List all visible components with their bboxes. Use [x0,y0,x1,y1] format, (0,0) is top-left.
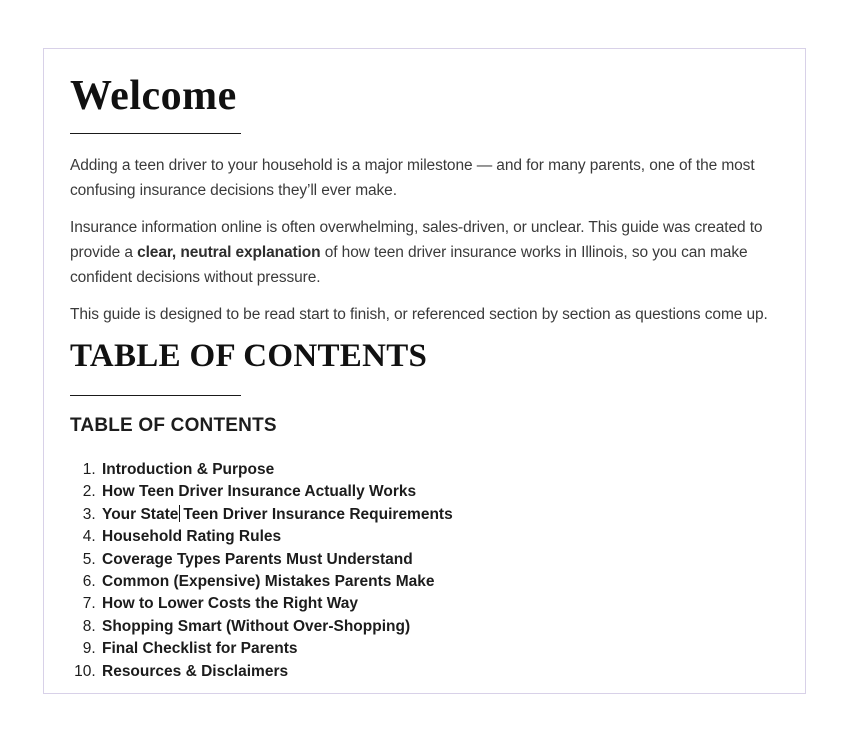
table-of-contents-subheading[interactable]: TABLE OF CONTENTS [70,415,277,436]
toc-item-10[interactable] [100,661,785,683]
toc-item-3[interactable] [100,504,785,526]
toc-item-2[interactable] [100,481,785,503]
intro-paragraph-1[interactable]: Adding a teen driver to your household is a major milestone — and for many parents, one of the most confusing insurance decisions they’ll ever make. [70,157,755,199]
toc-item-label: Coverage Types Parents Must Understand [102,550,413,568]
toc-list [70,459,785,683]
welcome-heading[interactable]: Welcome [70,73,237,119]
toc-item-label: Shopping Smart (Without Over-Shopping) [102,617,411,635]
toc-item-label: Introduction & Purpose [102,461,275,478]
document-editor-canvas[interactable] [43,48,806,694]
text-caret [179,505,180,522]
table-of-contents-heading[interactable]: TABLE OF CONTENTS [70,338,428,374]
toc-item-label: Common (Expensive) Mistakes Parents Make [102,573,435,591]
toc-item-label: How Teen Driver Insurance Actually Works [102,483,417,501]
heading-divider [70,133,241,134]
toc-item-label-before-caret: Your State [102,505,179,523]
toc-item-6[interactable] [100,571,785,593]
toc-item-7[interactable] [100,593,785,615]
intro-paragraph-2[interactable] [70,215,785,290]
paragraph-2-text-before: Insurance information online is often overwhelming, sales-driven, or unclear. This guide was created to provide a [70,219,763,261]
toc-item-5[interactable] [100,549,785,571]
toc-item-9[interactable] [100,638,785,660]
toc-heading-divider [70,395,241,396]
toc-item-1[interactable] [100,459,785,481]
paragraph-2-bold-phrase: clear, neutral explanation [137,244,321,261]
paragraph-2-text-after: of how teen driver insurance works in Illinois, so you can make confident decisions without pressure. [70,244,748,286]
toc-item-4[interactable] [100,526,785,548]
toc-item-label: How to Lower Costs the Right Way [102,595,359,613]
intro-paragraph-3[interactable]: This guide is designed to be read start to finish, or referenced section by section as questions come up. [70,306,768,323]
toc-item-label: Final Checklist for Parents [102,640,298,658]
toc-item-8[interactable] [100,616,785,638]
toc-item-label: Household Rating Rules [102,528,282,546]
toc-item-label-after-caret: Teen Driver Insurance Requirements [183,505,453,523]
toc-item-label: Resources & Disclaimers [102,662,289,680]
